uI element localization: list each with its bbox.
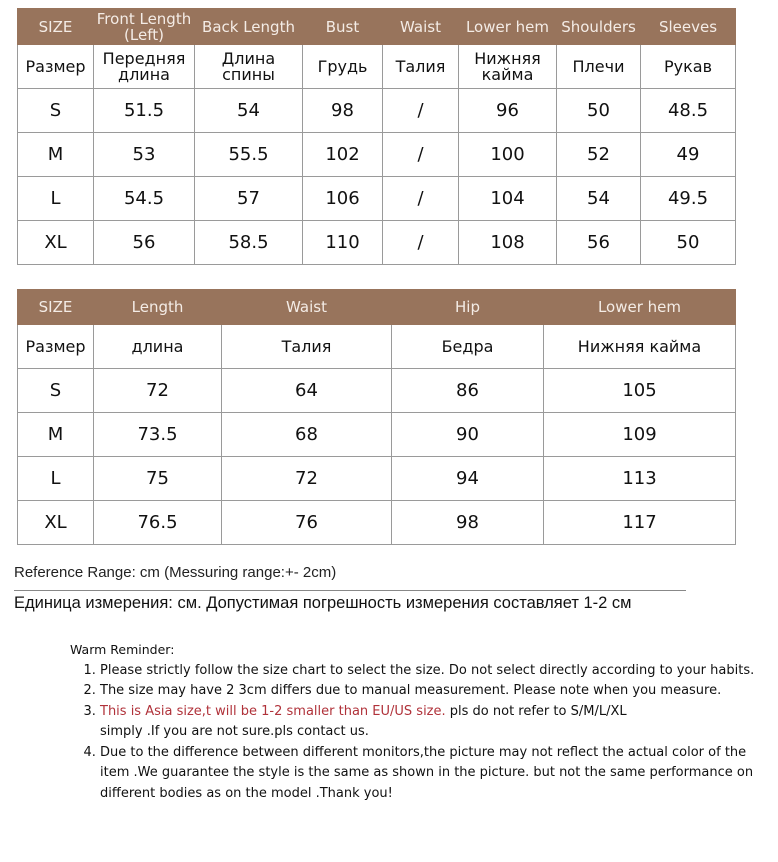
ru-header-cell: Размер [18, 325, 94, 369]
ru-header-row [18, 45, 736, 89]
header-cell: Waist [383, 9, 459, 45]
bottom-size-table [17, 289, 736, 545]
value-cell: / [383, 221, 459, 265]
table-row [18, 89, 736, 133]
value-cell: 113 [544, 457, 736, 501]
reminder-list [70, 661, 778, 805]
value-cell: 117 [544, 501, 736, 545]
value-cell: 100 [459, 133, 557, 177]
value-cell: 90 [392, 413, 544, 457]
ru-header-cell: Нижняя кайма [544, 325, 736, 369]
ru-header-cell: длина [94, 325, 222, 369]
ru-header-cell: Грудь [303, 45, 383, 89]
value-cell: 98 [392, 501, 544, 545]
value-cell: 109 [544, 413, 736, 457]
header-cell: Length [94, 290, 222, 325]
value-cell: 58.5 [195, 221, 303, 265]
value-cell: / [383, 89, 459, 133]
reminder-item-text: pls do not refer to S/M/L/XL [445, 703, 627, 719]
reminder-warning-text: This is Asia size,t will be 1-2 smaller than EU/US size. [100, 703, 446, 719]
value-cell: 76 [222, 501, 392, 545]
header-cell: SIZE [18, 9, 94, 45]
value-cell: 56 [94, 221, 195, 265]
table-row [18, 369, 736, 413]
value-cell: 72 [94, 369, 222, 413]
value-cell: 110 [303, 221, 383, 265]
header-cell: Hip [392, 290, 544, 325]
table-row [18, 221, 736, 265]
size-cell: L [18, 457, 94, 501]
value-cell: 56 [557, 221, 641, 265]
value-cell: 52 [557, 133, 641, 177]
header-row [18, 9, 736, 45]
reminder-item: 4. Due to the difference between different monitors,the picture may not reflect the actual color of the item .We guarantee the style is the same as shown in the picture. but not the same performance on different bodies as on the model .Thank you! [100, 743, 778, 805]
value-cell: 75 [94, 457, 222, 501]
header-cell: Shoulders [557, 9, 641, 45]
header-cell: Bust [303, 9, 383, 45]
header-cell: Sleeves [641, 9, 736, 45]
value-cell: / [383, 177, 459, 221]
reference-range-note-ru: Единица измерения: см. Допустимая погрешность измерения составляет 1-2 см [14, 594, 632, 612]
value-cell: 68 [222, 413, 392, 457]
value-cell: 108 [459, 221, 557, 265]
header-cell: Waist [222, 290, 392, 325]
header-row [18, 290, 736, 325]
top-table-body [18, 89, 736, 265]
value-cell: 54 [195, 89, 303, 133]
table-row [18, 501, 736, 545]
header-cell: Lower hem [544, 290, 736, 325]
header-cell: Back Length [195, 9, 303, 45]
value-cell: 53 [94, 133, 195, 177]
ru-header-cell: Талия [222, 325, 392, 369]
size-cell: S [18, 89, 94, 133]
reminder-item-text: simply .If you are not sure.pls contact us. [100, 724, 369, 739]
value-cell: 64 [222, 369, 392, 413]
ru-header-cell: Бедра [392, 325, 544, 369]
ru-header-cell: Талия [383, 45, 459, 89]
value-cell: 54.5 [94, 177, 195, 221]
ru-header-cell: Передняя длина [94, 45, 195, 89]
ru-header-cell: Плечи [557, 45, 641, 89]
value-cell: 48.5 [641, 89, 736, 133]
value-cell: / [383, 133, 459, 177]
reminder-title: Warm Reminder: [70, 642, 175, 657]
size-cell: XL [18, 221, 94, 265]
table-row [18, 413, 736, 457]
header-cell: Front Length (Left) [94, 9, 195, 45]
value-cell: 54 [557, 177, 641, 221]
value-cell: 73.5 [94, 413, 222, 457]
reminder-item: 2. The size may have 2 3cm differs due to manual measurement. Please note when you measure. [100, 681, 778, 702]
reminder-item [100, 702, 778, 743]
size-cell: S [18, 369, 94, 413]
value-cell: 51.5 [94, 89, 195, 133]
size-cell: L [18, 177, 94, 221]
value-cell: 76.5 [94, 501, 222, 545]
divider [14, 590, 686, 591]
value-cell: 50 [557, 89, 641, 133]
warm-reminder [70, 640, 778, 804]
value-cell: 57 [195, 177, 303, 221]
size-cell: M [18, 133, 94, 177]
header-cell: SIZE [18, 290, 94, 325]
value-cell: 50 [641, 221, 736, 265]
value-cell: 106 [303, 177, 383, 221]
top-size-table [17, 8, 736, 265]
value-cell: 104 [459, 177, 557, 221]
value-cell: 98 [303, 89, 383, 133]
value-cell: 105 [544, 369, 736, 413]
size-cell: M [18, 413, 94, 457]
ru-header-cell: Нижняя кайма [459, 45, 557, 89]
value-cell: 94 [392, 457, 544, 501]
header-cell: Lower hem [459, 9, 557, 45]
ru-header-row [18, 325, 736, 369]
value-cell: 49 [641, 133, 736, 177]
value-cell: 72 [222, 457, 392, 501]
bottom-table-body [18, 369, 736, 545]
value-cell: 102 [303, 133, 383, 177]
value-cell: 55.5 [195, 133, 303, 177]
table-row [18, 133, 736, 177]
value-cell: 86 [392, 369, 544, 413]
reminder-item: 1. Please strictly follow the size chart to select the size. Do not select directly according to your habits. [100, 661, 778, 682]
ru-header-cell: Длина спины [195, 45, 303, 89]
value-cell: 49.5 [641, 177, 736, 221]
table-row [18, 177, 736, 221]
table-row [18, 457, 736, 501]
size-cell: XL [18, 501, 94, 545]
ru-header-cell: Рукав [641, 45, 736, 89]
value-cell: 96 [459, 89, 557, 133]
ru-header-cell: Размер [18, 45, 94, 89]
reference-range-note: Reference Range: cm (Messuring range:+- 2cm) [14, 564, 337, 581]
